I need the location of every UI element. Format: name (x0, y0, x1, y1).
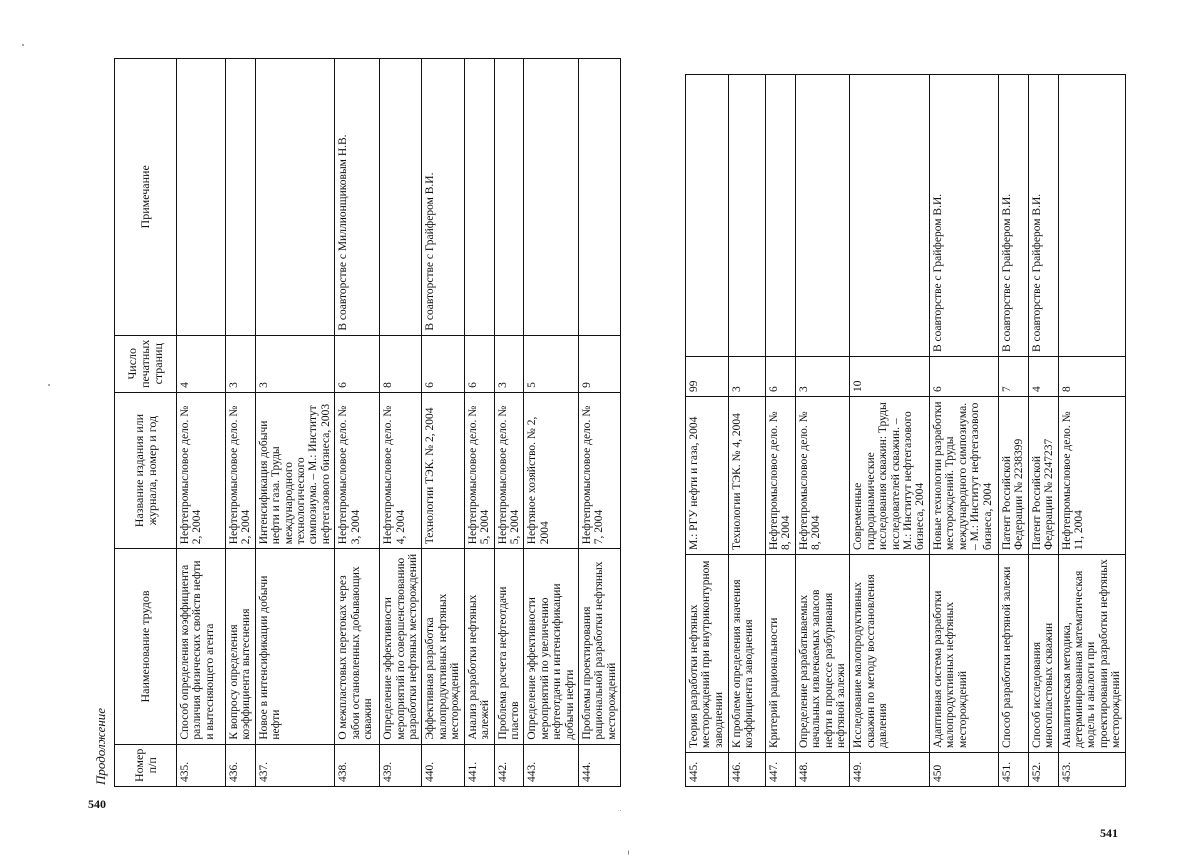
note-cell: В соавторстве с Грайфером В.И. (929, 75, 998, 357)
table-row (255, 59, 334, 787)
pages-cell: 6 (929, 357, 998, 397)
publication-cell: Нефтепромысловое дело. № 2, 2004 (177, 392, 226, 548)
publication-cell: Патент Российской Федерации № 2247237 (1028, 397, 1058, 555)
title-cell: Способ разработки нефтяной залежи (998, 555, 1028, 753)
note-cell (795, 75, 850, 357)
pages-cell: 3 (255, 335, 334, 392)
right-page (685, 58, 1140, 787)
header-number: Номер п/п (115, 744, 177, 786)
table-row (686, 75, 729, 787)
note-cell (380, 59, 422, 336)
table-row (177, 59, 226, 787)
publications-table-left (114, 58, 621, 787)
header-note: Примечание (115, 59, 177, 336)
title-cell: Определение эффективности мероприятий по совершенствованию разработки нефтяных месторождений (380, 549, 422, 744)
table-row (494, 59, 524, 787)
number-cell: 448. (795, 753, 850, 787)
number-cell: 452. (1028, 753, 1058, 787)
table-row (998, 75, 1028, 787)
note-cell (226, 59, 256, 336)
table-row (524, 59, 579, 787)
pages-cell: 6 (766, 357, 796, 397)
title-cell: Определение разрабатываемых начальных извлекаемых запасов нефти в процессе разбуривания нефтяной залежи (795, 555, 850, 753)
table-row (729, 75, 766, 787)
note-cell (850, 75, 929, 357)
table-row (380, 59, 422, 787)
note-cell: В соавторстве с Грайфером В.И. (1028, 75, 1058, 357)
number-cell: 436. (226, 744, 256, 786)
pages-cell: 8 (1058, 357, 1125, 397)
publication-cell: М.: РГУ нефти и газа, 2004 (686, 397, 729, 555)
note-cell (578, 59, 620, 336)
number-cell: 451. (998, 753, 1028, 787)
number-cell: 437. (255, 744, 334, 786)
note-cell (686, 75, 729, 357)
publication-cell: Нефтепромысловое дело. № 5, 2004 (464, 392, 494, 548)
title-cell: Исследование малопродуктивных скважин по методу восстановления давления (850, 555, 929, 753)
pages-cell: 7 (998, 357, 1028, 397)
publication-cell: Нефтепромысловое дело. № 7, 2004 (578, 392, 620, 548)
title-cell: Анализ разработки нефтяных залежей (464, 549, 494, 744)
left-page (88, 58, 618, 787)
publication-cell: Нефтяное хозяйство. № 2, 2004 (524, 392, 579, 548)
publication-cell: Патент Российской Федерации № 2238399 (998, 397, 1028, 555)
table-row (929, 75, 998, 787)
table-row (422, 59, 464, 787)
table-row (578, 59, 620, 787)
publication-cell: Нефтепромысловое дело. № 3, 2004 (335, 392, 380, 548)
note-cell: В соавторстве с Миллионщиковым Н.В. (335, 59, 380, 336)
table-row (335, 59, 380, 787)
note-cell (494, 59, 524, 336)
title-cell: Способ исследования многопластовых скважин (1028, 555, 1058, 753)
publication-cell: Нефтепромысловое дело. № 2, 2004 (226, 392, 256, 548)
note-cell (729, 75, 766, 357)
number-cell: 446. (729, 753, 766, 787)
table-row (766, 75, 796, 787)
pages-cell: 4 (1028, 357, 1058, 397)
publication-cell: Нефтепромысловое дело. № 11, 2004 (1058, 397, 1125, 555)
page-number-left: 540 (88, 797, 106, 811)
publication-cell: Нефтепромысловое дело. № 8, 2004 (766, 397, 796, 555)
table-row (795, 75, 850, 787)
pages-cell: 6 (464, 335, 494, 392)
note-cell (524, 59, 579, 336)
note-cell: В соавторстве с Грайфером В.И. (422, 59, 464, 336)
publication-cell: Современные гидродинамические исследования скважин: Труды исследователей скважин. – М.: Институт нефтегазового бизнеса, 2004 (850, 397, 929, 555)
note-cell (177, 59, 226, 336)
header-publication: Название издания или журнала, номер и год (115, 392, 177, 548)
table-row (464, 59, 494, 787)
number-cell: 443. (524, 744, 579, 786)
publication-cell: Технологии ТЭК. № 2, 2004 (422, 392, 464, 548)
number-cell: 445. (686, 753, 729, 787)
note-cell: В соавторстве с Грайфером В.И. (998, 75, 1028, 357)
table-row (226, 59, 256, 787)
table-row (1058, 75, 1125, 787)
title-cell: К проблеме определения значения коэффициента заводнения (729, 555, 766, 753)
pages-cell: 99 (686, 357, 729, 397)
pages-cell: 3 (226, 335, 256, 392)
title-cell: Определение эффективности мероприятий по увеличению нефтеотдачи и интенсификации добычи нефти (524, 549, 579, 744)
table-row (1028, 75, 1058, 787)
pages-cell: 3 (729, 357, 766, 397)
publication-cell: Интенсификация добычи нефти и газа. Труды международного технологического симпозиума. – М.: Институт нефтегазового бизнеса, 2003 (255, 392, 334, 548)
pages-cell: 4 (177, 335, 226, 392)
pages-cell: 8 (380, 335, 422, 392)
publication-cell: Технологии ТЭК. № 4, 2004 (729, 397, 766, 555)
number-cell: 440. (422, 744, 464, 786)
number-cell: 441. (464, 744, 494, 786)
note-cell (766, 75, 796, 357)
number-cell: 453. (1058, 753, 1125, 787)
pages-cell: 5 (524, 335, 579, 392)
number-cell: 435. (177, 744, 226, 786)
title-cell: Теория разработки нефтяных месторождений при внутриконтурном заводнении (686, 555, 729, 753)
publication-cell: Нефтепромысловое дело. № 4, 2004 (380, 392, 422, 548)
table-body-left (177, 59, 621, 787)
page-number-right: 541 (1100, 826, 1118, 840)
title-cell: Новое в интенсификации добычи нефти (255, 549, 334, 744)
title-cell: Способ определения коэффициента различия физических свойств нефти и вытесняющего агента (177, 549, 226, 744)
scan-speck (22, 44, 24, 46)
note-cell (464, 59, 494, 336)
number-cell: 439. (380, 744, 422, 786)
note-cell (1058, 75, 1125, 357)
continuation-label: Продолжение (93, 707, 108, 785)
title-cell: Аналитическая методика, детерминированная математическая модель и аналоги при проектировании разработки нефтяных месторождений (1058, 555, 1125, 753)
title-cell: Проблемы проектирования рациональной разработки нефтяных месторождений (578, 549, 620, 744)
scan-speck (48, 384, 50, 386)
publication-cell: Нефтепромысловое дело. № 8, 2004 (795, 397, 850, 555)
number-cell: 450 (929, 753, 998, 787)
table-body-right (686, 75, 1126, 787)
number-cell: 442. (494, 744, 524, 786)
header-title: Наименование трудов (115, 549, 177, 744)
publications-table-right (685, 74, 1126, 787)
pages-cell: 10 (850, 357, 929, 397)
header-pages: Число печатных страниц (115, 335, 177, 392)
pages-cell: 9 (578, 335, 620, 392)
title-cell: Критерий рациональности (766, 555, 796, 753)
number-cell: 447. (766, 753, 796, 787)
publication-cell: Нефтепромысловое дело. № 5, 2004 (494, 392, 524, 548)
title-cell: Адаптивная система разработки малопродуктивных нефтяных месторождений (929, 555, 998, 753)
scan-speck (628, 850, 629, 855)
scan-speck (620, 810, 621, 811)
pages-cell: 3 (795, 357, 850, 397)
pages-cell: 6 (335, 335, 380, 392)
number-cell: 438. (335, 744, 380, 786)
table-row (850, 75, 929, 787)
title-cell: К вопросу определения коэффициента вытеснения (226, 549, 256, 744)
title-cell: О межпластовых перетоках через забои остановленных добывающих скважин (335, 549, 380, 744)
pages-cell: 3 (494, 335, 524, 392)
number-cell: 449. (850, 753, 929, 787)
pages-cell: 6 (422, 335, 464, 392)
title-cell: Проблема расчета нефтеотдачи пластов (494, 549, 524, 744)
publication-cell: Новые технологии разработки месторождений. Труды международного симпозиума. – М.: Институт нефтегазового бизнеса, 2004 (929, 397, 998, 555)
table-header-row (115, 59, 177, 787)
number-cell: 444. (578, 744, 620, 786)
title-cell: Эффективная разработка малопродуктивных нефтяных месторождений (422, 549, 464, 744)
note-cell (255, 59, 334, 336)
